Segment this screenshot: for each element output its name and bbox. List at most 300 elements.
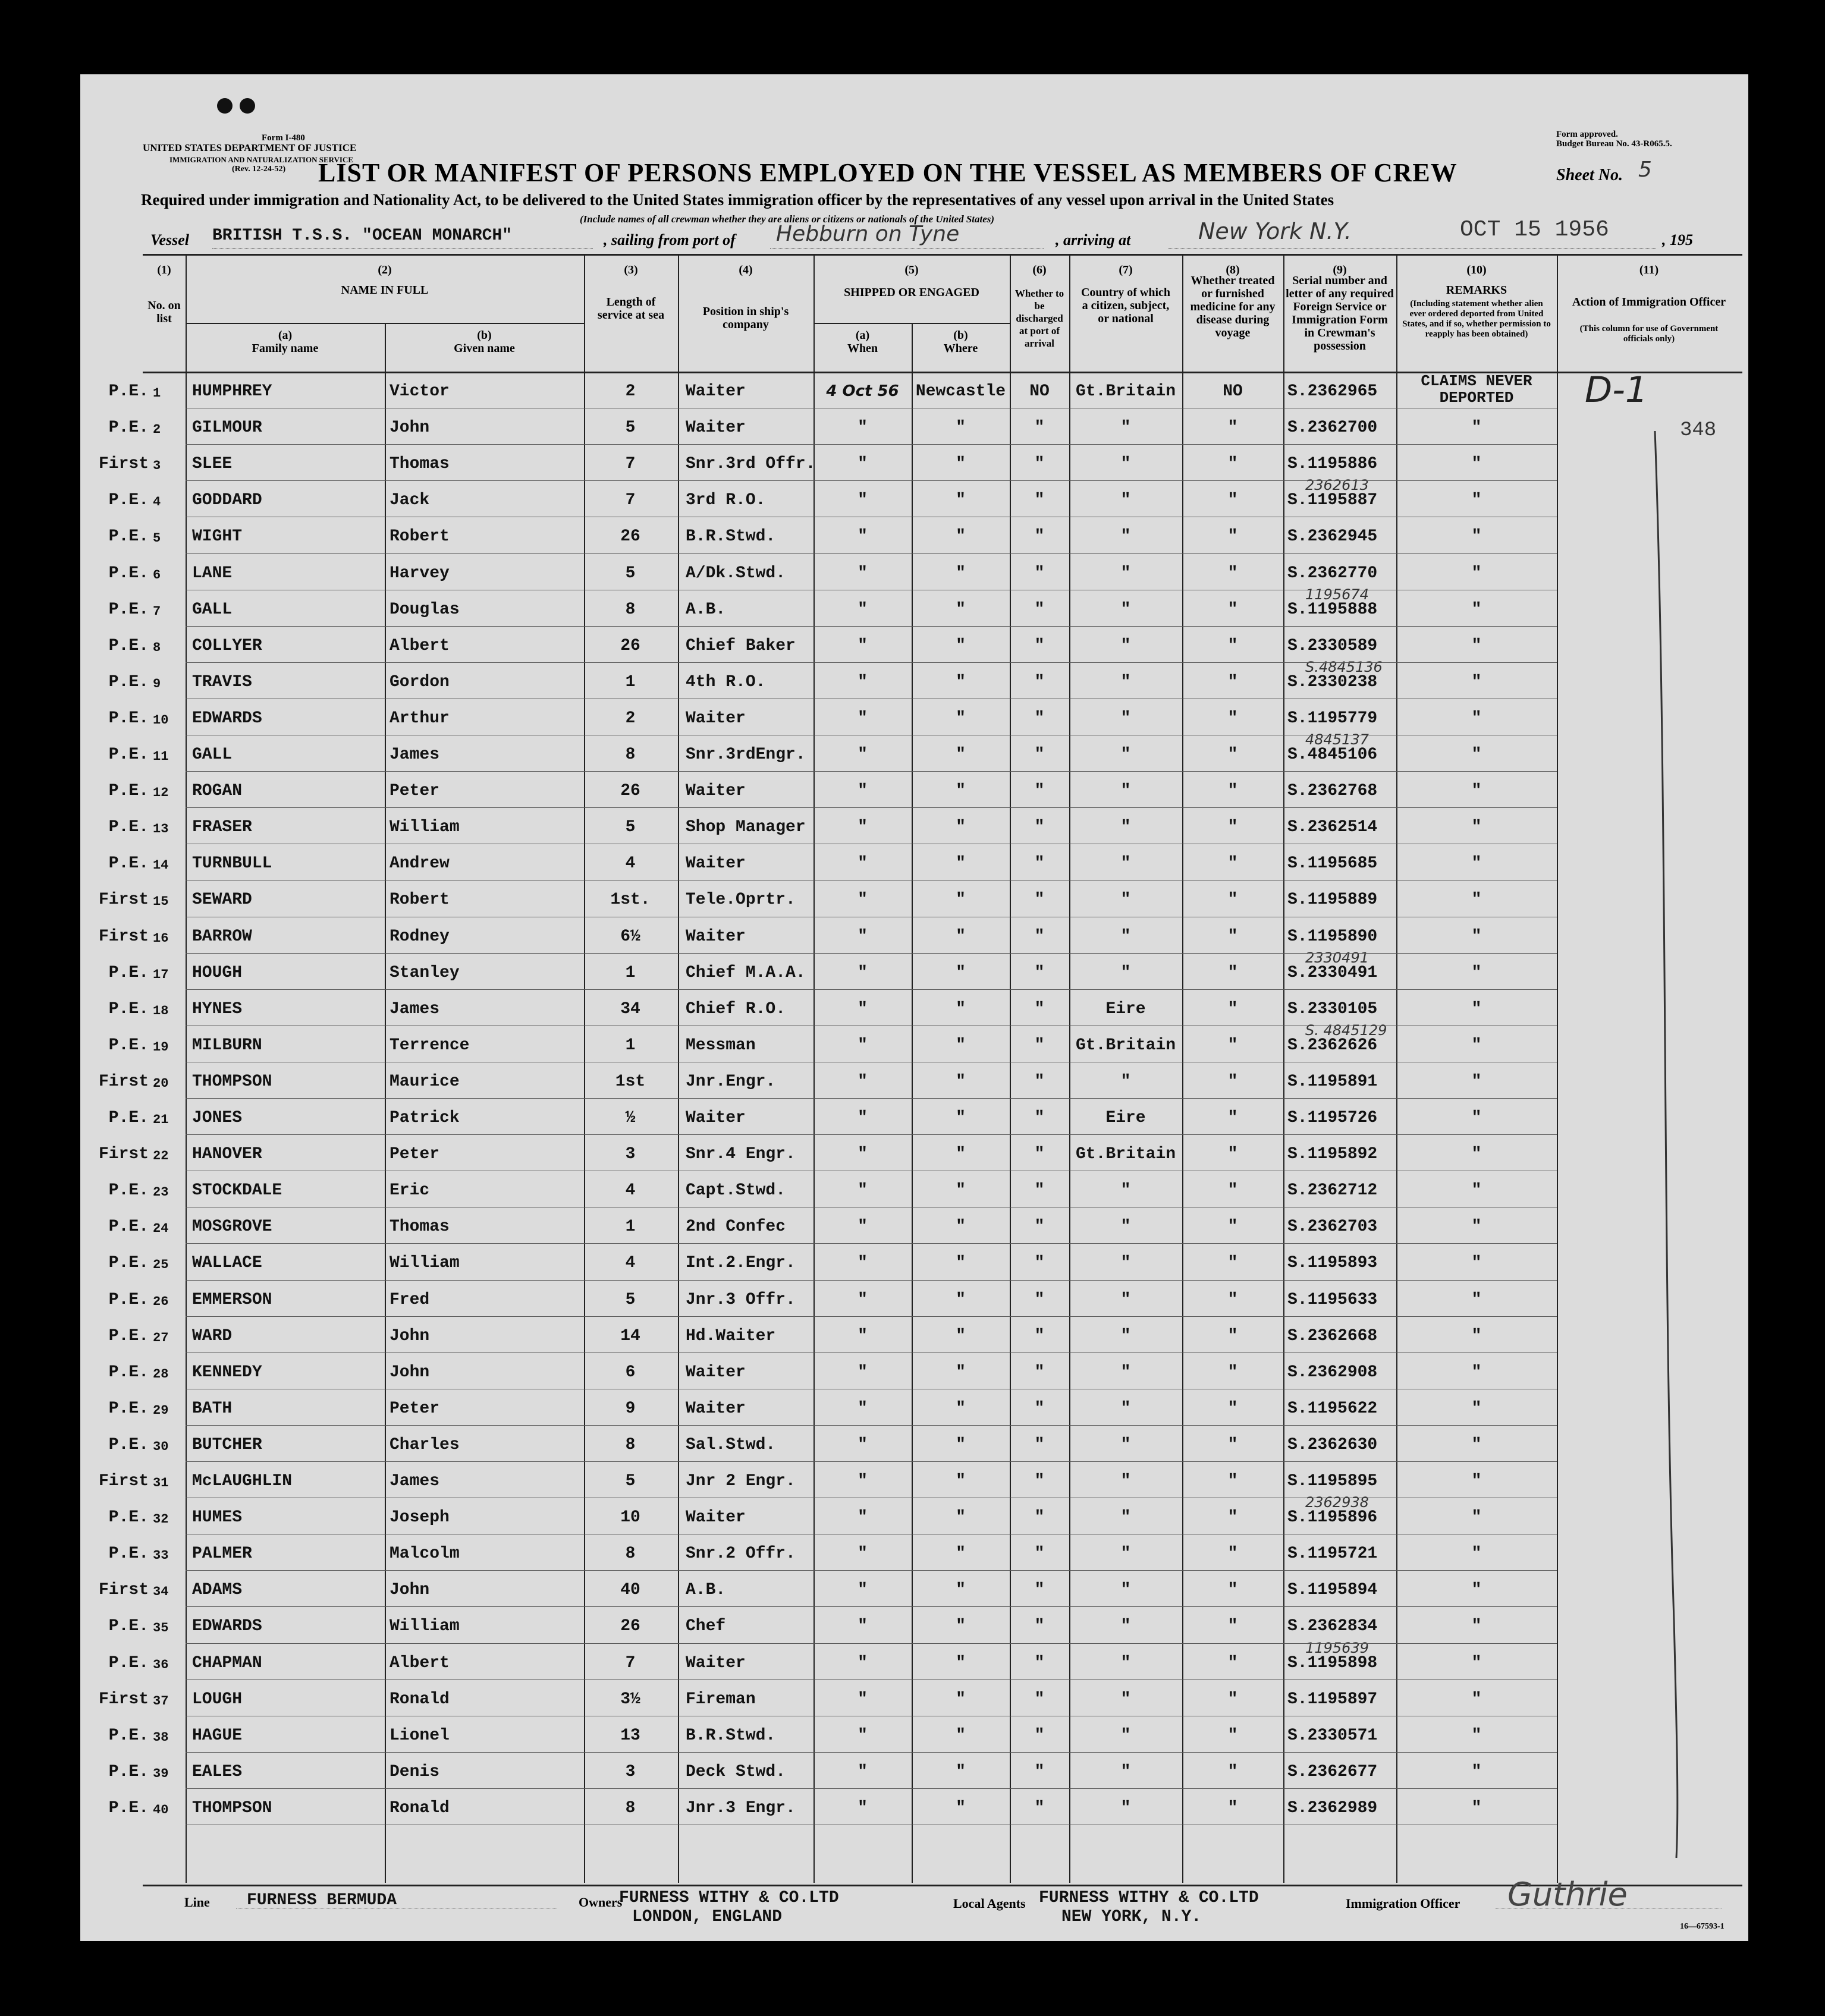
length-of-service: 5	[625, 419, 636, 438]
discharged: "	[1034, 999, 1045, 1018]
shipped-when: "	[857, 1363, 868, 1382]
row-class: First	[98, 927, 149, 946]
length-of-service: 8	[625, 1545, 636, 1564]
treated: "	[1227, 927, 1238, 946]
row-number: 13	[153, 822, 169, 837]
shipped-where: "	[956, 491, 966, 510]
treated: "	[1227, 1545, 1238, 1564]
serial-number: S.2362630	[1287, 1435, 1378, 1454]
family-name: GALL	[192, 746, 233, 764]
row-number: 26	[153, 1294, 169, 1309]
country: "	[1120, 1072, 1131, 1091]
shipped-when: "	[857, 746, 868, 764]
column-divider	[813, 254, 815, 1883]
discharged: "	[1034, 527, 1045, 546]
length-of-service: 26	[620, 636, 640, 655]
row-number: 28	[153, 1366, 169, 1382]
row-class: P.E.	[108, 1726, 149, 1745]
row-number: 15	[153, 894, 169, 910]
given-name: Arthur	[389, 709, 450, 728]
row-number: 11	[153, 749, 169, 764]
remarks-ditto: "	[1471, 782, 1482, 801]
count-annotation: 348	[1680, 419, 1717, 442]
col7-number: (7)	[1119, 263, 1133, 276]
row-number: 9	[153, 676, 161, 691]
agents-label: Local Agents	[953, 1896, 1026, 1911]
given-name: Andrew	[389, 854, 450, 873]
discharged: "	[1034, 1653, 1045, 1672]
serial-correction: 2362938	[1305, 1494, 1369, 1511]
column-divider	[1283, 254, 1284, 1883]
given-name: John	[389, 1581, 430, 1600]
shipped-when: "	[857, 1181, 868, 1200]
family-name: HOUGH	[192, 963, 243, 982]
treated: "	[1227, 1617, 1238, 1636]
row-rule	[186, 1606, 1557, 1607]
shipped-where: "	[956, 1472, 966, 1490]
treated: NO	[1223, 382, 1243, 401]
treated: "	[1227, 1326, 1238, 1345]
col2b-header: (b) Given name	[454, 329, 515, 355]
family-name: EALES	[192, 1762, 243, 1781]
position: Shop Manager	[686, 818, 806, 837]
length-of-service: 1	[625, 963, 636, 982]
arriving-port: New York N.Y.	[1198, 218, 1352, 244]
remarks-ditto: "	[1471, 999, 1482, 1018]
family-name: WALLACE	[192, 1254, 262, 1273]
country: "	[1120, 1363, 1131, 1382]
remarks: CLAIMS NEVER DEPORTED	[1421, 372, 1532, 407]
position: Waiter	[686, 709, 746, 728]
family-name: ADAMS	[192, 1581, 243, 1600]
col2-sub-separator	[385, 323, 386, 372]
serial-number: S.2330238	[1287, 672, 1378, 691]
treated: "	[1227, 746, 1238, 764]
position: Waiter	[686, 1363, 746, 1382]
discharged: "	[1034, 1798, 1045, 1817]
treated: "	[1227, 1036, 1238, 1055]
remarks-ditto: "	[1471, 1581, 1482, 1600]
punch-hole	[240, 98, 255, 114]
country: "	[1120, 1435, 1131, 1454]
country: "	[1120, 891, 1131, 910]
length-of-service: 6	[625, 1363, 636, 1382]
given-name: John	[389, 1326, 430, 1345]
length-of-service: 1	[625, 1218, 636, 1237]
year-suffix: , 195	[1662, 231, 1693, 249]
shipped-when: 4 Oct 56	[826, 382, 899, 400]
row-rule	[186, 807, 1557, 808]
country: "	[1120, 854, 1131, 873]
serial-number: S.1195896	[1287, 1508, 1378, 1527]
position: 2nd Confec	[686, 1218, 786, 1237]
country: "	[1120, 1290, 1131, 1309]
column-divider	[678, 254, 679, 1883]
col10-note: (Including statement whether alien ever ordered deported from United States, and if so, whether permission to reapply has been obtained)	[1402, 299, 1551, 339]
given-name: Robert	[389, 527, 450, 546]
country: "	[1120, 782, 1131, 801]
shipped-where: "	[956, 1690, 966, 1709]
col2-header: NAME IN FULL	[341, 284, 429, 297]
row-class: P.E.	[108, 1617, 149, 1636]
treated: "	[1227, 672, 1238, 691]
family-name: MOSGROVE	[192, 1218, 272, 1237]
shipped-where: "	[956, 746, 966, 764]
shipped-when: "	[857, 1218, 868, 1237]
length-of-service: 1st.	[610, 891, 651, 910]
position: Tele.Oprtr.	[686, 891, 796, 910]
serial-number: S.1195891	[1287, 1072, 1378, 1091]
approval-line-2: Budget Bureau No. 43-R065.5.	[1556, 139, 1672, 149]
family-name: GALL	[192, 600, 233, 619]
treated: "	[1227, 1072, 1238, 1091]
remarks-ditto: "	[1471, 1072, 1482, 1091]
discharged: "	[1034, 818, 1045, 837]
remarks-ditto: "	[1471, 600, 1482, 619]
country: "	[1120, 600, 1131, 619]
discharged: "	[1034, 636, 1045, 655]
action-bracket-line	[1650, 431, 1686, 1870]
discharged: "	[1034, 1690, 1045, 1709]
shipped-where: "	[956, 1435, 966, 1454]
column-divider	[1557, 254, 1558, 1883]
length-of-service: 5	[625, 818, 636, 837]
family-name: EDWARDS	[192, 709, 262, 728]
serial-number: S.1195779	[1287, 709, 1378, 728]
position: A.B.	[686, 1581, 726, 1600]
shipped-where: "	[956, 1399, 966, 1418]
remarks-ditto: "	[1471, 1435, 1482, 1454]
shipped-when: "	[857, 963, 868, 982]
length-of-service: 8	[625, 600, 636, 619]
family-name: HYNES	[192, 999, 243, 1018]
length-of-service: 26	[620, 782, 640, 801]
given-name: Peter	[389, 1145, 440, 1164]
remarks-ditto: "	[1471, 564, 1482, 583]
shipped-where: "	[956, 999, 966, 1018]
country: "	[1120, 1581, 1131, 1600]
family-name: GILMOUR	[192, 419, 262, 438]
remarks-ditto: "	[1471, 1472, 1482, 1490]
country: "	[1120, 672, 1131, 691]
line-label: Line	[184, 1895, 210, 1910]
country: Gt.Britain	[1075, 382, 1176, 401]
row-number: 18	[153, 1003, 169, 1018]
row-rule	[186, 1752, 1557, 1753]
family-name: GODDARD	[192, 491, 262, 510]
row-number: 37	[153, 1693, 169, 1709]
remarks-ditto: "	[1471, 1145, 1482, 1164]
shipped-when: "	[857, 491, 868, 510]
family-name: HAGUE	[192, 1726, 243, 1745]
given-name: Patrick	[389, 1109, 460, 1127]
row-rule	[186, 989, 1557, 990]
length-of-service: ½	[625, 1109, 636, 1127]
length-of-service: 3	[625, 1145, 636, 1164]
shipped-when: "	[857, 782, 868, 801]
country: "	[1120, 963, 1131, 982]
position: Waiter	[686, 1508, 746, 1527]
serial-number: S.2362703	[1287, 1218, 1378, 1237]
position: Waiter	[686, 1653, 746, 1672]
length-of-service: 26	[620, 1617, 640, 1636]
shipped-when: "	[857, 1399, 868, 1418]
position: Snr.3rd Offr.	[686, 455, 816, 474]
row-number: 6	[153, 567, 161, 583]
given-name: Peter	[389, 782, 440, 801]
serial-correction: 1195674	[1305, 586, 1369, 603]
remarks-ditto: "	[1471, 1036, 1482, 1055]
country: "	[1120, 1326, 1131, 1345]
treated: "	[1227, 963, 1238, 982]
shipped-where: "	[956, 709, 966, 728]
row-class: P.E.	[108, 1326, 149, 1345]
row-number: 21	[153, 1112, 169, 1127]
row-class: First	[98, 1581, 149, 1600]
serial-number: S.1195893	[1287, 1254, 1378, 1273]
length-of-service: 3½	[620, 1690, 640, 1709]
remarks-ditto: "	[1471, 1254, 1482, 1273]
treated: "	[1227, 1254, 1238, 1273]
given-name: Thomas	[389, 1218, 450, 1237]
row-number: 8	[153, 640, 161, 655]
shipped-where: "	[956, 891, 966, 910]
service: IMMIGRATION AND NATURALIZATION SERVICE	[169, 155, 354, 164]
row-class: First	[98, 1072, 149, 1091]
row-number: 17	[153, 967, 169, 982]
country: Gt.Britain	[1075, 1145, 1176, 1164]
subtitle: Required under immigration and Nationality Act, to be delivered to the United States immigration officer by the representatives of any vessel upon arrival in the United States	[141, 191, 1334, 209]
row-class: P.E.	[108, 818, 149, 837]
sheet-number: 5	[1638, 158, 1652, 182]
discharged: "	[1034, 927, 1045, 946]
treated: "	[1227, 1798, 1238, 1817]
serial-number: S.1195892	[1287, 1145, 1378, 1164]
shipped-where: "	[956, 1290, 966, 1309]
row-number: 20	[153, 1075, 169, 1091]
discharged: "	[1034, 1363, 1045, 1382]
length-of-service: 13	[620, 1726, 640, 1745]
agents-line-1: FURNESS WITHY & CO.LTD	[1039, 1889, 1259, 1907]
print-code: 16—67593-1	[1680, 1922, 1725, 1931]
col9-header: Serial number and letter of any required Foreign Service or Immigration Form in Crewman's possession	[1286, 274, 1394, 353]
action-mark: D-1	[1585, 369, 1648, 411]
shipped-when: "	[857, 818, 868, 837]
row-number: 1	[153, 386, 161, 401]
family-name: CHAPMAN	[192, 1653, 262, 1672]
shipped-where: "	[956, 455, 966, 474]
row-rule	[186, 662, 1557, 663]
col8-header: Whether treated or furnished medicine for any disease during voyage	[1190, 274, 1276, 339]
serial-number: S.2362965	[1287, 382, 1378, 401]
shipped-when: "	[857, 1545, 868, 1564]
family-name: HANOVER	[192, 1145, 262, 1164]
length-of-service: 7	[625, 1653, 636, 1672]
family-name: MILBURN	[192, 1036, 262, 1055]
shipped-where: "	[956, 1254, 966, 1273]
treated: "	[1227, 1435, 1238, 1454]
row-class: P.E.	[108, 527, 149, 546]
country: "	[1120, 709, 1131, 728]
punch-hole	[217, 98, 233, 114]
position: Waiter	[686, 1399, 746, 1418]
given-name: Victor	[389, 382, 450, 401]
shipped-when: "	[857, 709, 868, 728]
remarks-ditto: "	[1471, 1508, 1482, 1527]
column-divider	[186, 254, 187, 1883]
shipped-where: "	[956, 1798, 966, 1817]
treated: "	[1227, 782, 1238, 801]
discharged: "	[1034, 1290, 1045, 1309]
shipped-when: "	[857, 1326, 868, 1345]
shipped-where: "	[956, 527, 966, 546]
family-name: BARROW	[192, 927, 252, 946]
given-name: Stanley	[389, 963, 460, 982]
serial-number: S.1195886	[1287, 455, 1378, 474]
given-name: Rodney	[389, 927, 450, 946]
position: Waiter	[686, 382, 746, 401]
treated: "	[1227, 455, 1238, 474]
row-number: 32	[153, 1512, 169, 1527]
country: "	[1120, 1254, 1131, 1273]
country: Eire	[1105, 999, 1146, 1018]
arriving-label: , arriving at	[1056, 231, 1131, 249]
position: Snr.4 Engr.	[686, 1145, 796, 1164]
length-of-service: 5	[625, 1472, 636, 1490]
length-of-service: 1	[625, 1036, 636, 1055]
department: UNITED STATES DEPARTMENT OF JUSTICE	[143, 142, 357, 153]
length-of-service: 8	[625, 1798, 636, 1817]
row-class: P.E.	[108, 1653, 149, 1672]
country: "	[1120, 419, 1131, 438]
shipped-where: "	[956, 1145, 966, 1164]
serial-correction: 1195639	[1305, 1639, 1369, 1656]
row-number: 2	[153, 422, 161, 438]
row-class: P.E.	[108, 600, 149, 619]
serial-number: S.2362626	[1287, 1036, 1378, 1055]
treated: "	[1227, 1181, 1238, 1200]
shipped-when: "	[857, 1798, 868, 1817]
col1-number: (1)	[157, 263, 171, 276]
discharged: "	[1034, 1762, 1045, 1781]
shipped-where: "	[956, 1581, 966, 1600]
sheet-label: Sheet No.	[1556, 166, 1623, 184]
discharged: "	[1034, 455, 1045, 474]
remarks-ditto: "	[1471, 1617, 1482, 1636]
given-name: Gordon	[389, 672, 450, 691]
row-class: P.E.	[108, 1798, 149, 1817]
family-name: LOUGH	[192, 1690, 243, 1709]
family-name: TURNBULL	[192, 854, 272, 873]
serial-number: S.1195898	[1287, 1653, 1378, 1672]
form-revision: (Rev. 12-24-52)	[232, 165, 286, 174]
row-class: P.E.	[108, 1435, 149, 1454]
given-name: Ronald	[389, 1798, 450, 1817]
family-name: BATH	[192, 1399, 233, 1418]
remarks-ditto: "	[1471, 636, 1482, 655]
document-title: LIST OR MANIFEST OF PERSONS EMPLOYED ON THE VESSEL AS MEMBERS OF CREW	[318, 158, 1458, 187]
shipped-when: "	[857, 1145, 868, 1164]
remarks-ditto: "	[1471, 455, 1482, 474]
discharged: "	[1034, 782, 1045, 801]
row-number: 10	[153, 712, 169, 728]
given-name: William	[389, 1617, 460, 1636]
serial-number: S.2362514	[1287, 818, 1378, 837]
serial-correction: 4845137	[1305, 731, 1369, 748]
discharged: "	[1034, 1181, 1045, 1200]
country: "	[1120, 927, 1131, 946]
country: "	[1120, 636, 1131, 655]
shipped-when: "	[857, 455, 868, 474]
country: "	[1120, 1653, 1131, 1672]
row-rule	[186, 626, 1557, 627]
discharged: "	[1034, 1472, 1045, 1490]
shipped-where: "	[956, 1218, 966, 1237]
owners-label: Owners	[579, 1895, 623, 1910]
length-of-service: 9	[625, 1399, 636, 1418]
discharged: "	[1034, 854, 1045, 873]
treated: "	[1227, 600, 1238, 619]
officer-label: Immigration Officer	[1346, 1896, 1460, 1911]
col5-header: SHIPPED OR ENGAGED	[844, 286, 979, 299]
shipped-where: "	[956, 564, 966, 583]
position: Waiter	[686, 927, 746, 946]
treated: "	[1227, 1399, 1238, 1418]
row-number: 25	[153, 1257, 169, 1273]
serial-correction: S.4845136	[1305, 658, 1383, 675]
length-of-service: 7	[625, 491, 636, 510]
shipped-when: "	[857, 1036, 868, 1055]
country: "	[1120, 1617, 1131, 1636]
family-name: TRAVIS	[192, 672, 252, 691]
country: "	[1120, 455, 1131, 474]
remarks-ditto: "	[1471, 963, 1482, 982]
sailing-port: Hebburn on Tyne	[776, 222, 960, 246]
shipped-where: "	[956, 1726, 966, 1745]
family-name: THOMPSON	[192, 1798, 272, 1817]
position: Jnr.3 Engr.	[686, 1798, 796, 1817]
length-of-service: 3	[625, 1762, 636, 1781]
given-name: John	[389, 419, 430, 438]
row-number: 24	[153, 1221, 169, 1237]
length-of-service: 5	[625, 1290, 636, 1309]
row-number: 39	[153, 1766, 169, 1781]
given-name: Terrence	[389, 1036, 470, 1055]
row-number: 30	[153, 1439, 169, 1454]
serial-number: S.1195887	[1287, 491, 1378, 510]
given-name: Peter	[389, 1399, 440, 1418]
given-name: Jack	[389, 491, 430, 510]
row-class: P.E.	[108, 963, 149, 982]
serial-number: S.2362768	[1287, 782, 1378, 801]
length-of-service: 8	[625, 1435, 636, 1454]
given-name: Ronald	[389, 1690, 450, 1709]
col5-number: (5)	[904, 263, 919, 276]
approval-line-1: Form approved.	[1556, 130, 1618, 139]
treated: "	[1227, 1508, 1238, 1527]
column-divider	[1069, 254, 1070, 1883]
serial-number: S.2362668	[1287, 1326, 1378, 1345]
country: "	[1120, 1726, 1131, 1745]
row-number: 31	[153, 1476, 169, 1490]
position: Jnr.3 Offr.	[686, 1290, 796, 1309]
row-rule	[186, 1425, 1557, 1426]
discharged: "	[1034, 1218, 1045, 1237]
length-of-service: 7	[625, 455, 636, 474]
treated: "	[1227, 1762, 1238, 1781]
given-name: Lionel	[389, 1726, 450, 1745]
row-number: 40	[153, 1802, 169, 1817]
